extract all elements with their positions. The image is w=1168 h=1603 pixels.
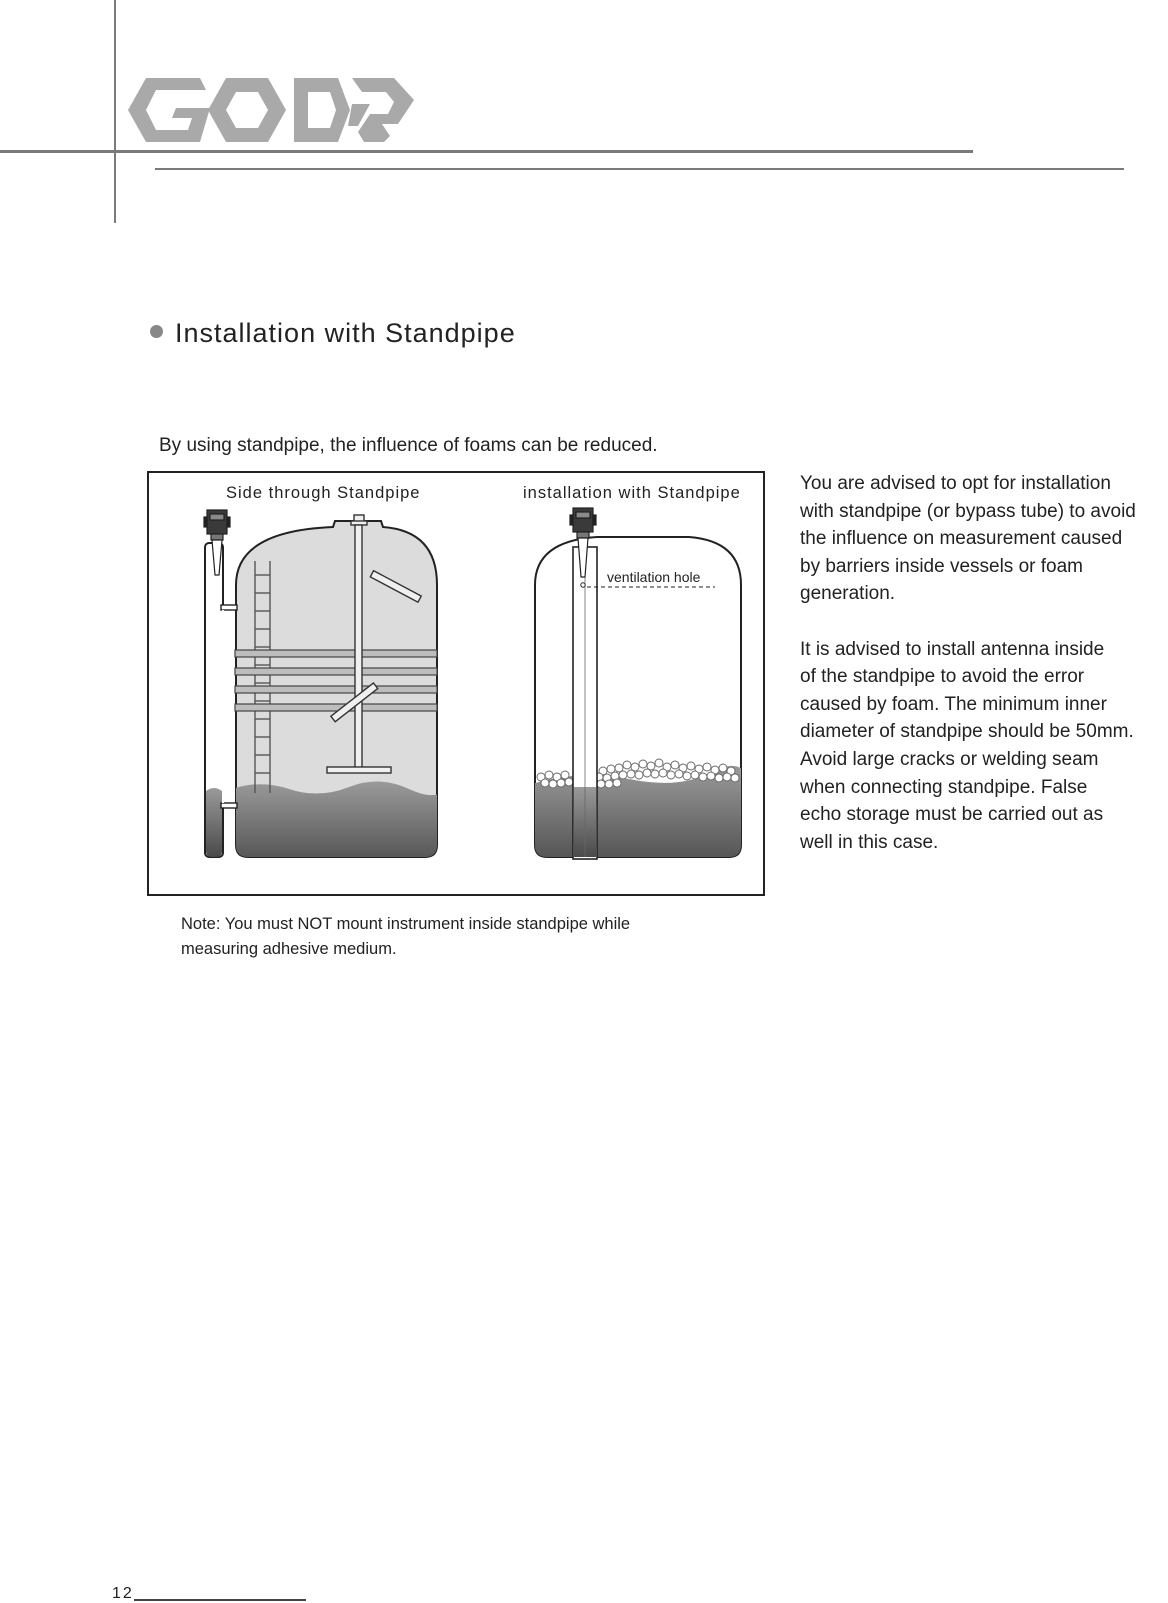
page-number: 12: [112, 1585, 134, 1602]
header-vertical-rule: [114, 0, 116, 223]
side-paragraph-2: It is advised to install antenna inside of the standpipe to avoid the error caused by foam. The minimum inner diameter of standpipe should be 50mm. Avoid large cracks or welding seam when connecting standpipe. False echo storage must be carried out as well in this case.: [800, 638, 1134, 853]
footer-rule: [134, 1599, 306, 1601]
label-installation-with-standpipe: installation with Standpipe: [523, 484, 741, 502]
left-tank: [204, 510, 449, 873]
tank-diagrams: [149, 473, 763, 894]
ventilation-hole-label: ventilation hole: [607, 569, 701, 585]
bullet-dot: [150, 325, 163, 338]
header-rule-top: [0, 150, 973, 153]
section-title-text: Installation with Standpipe: [175, 318, 516, 348]
installation-figure: [147, 471, 765, 896]
right-tank: [529, 508, 749, 873]
side-paragraph-1: You are advised to opt for installation with standpipe (or bypass tube) to avoid the influence on measurement caused by barriers inside vessels or foam generation.: [800, 473, 1136, 605]
header-rule-bottom: [155, 168, 1124, 170]
intro-text: By using standpipe, the influence of foams can be reduced.: [159, 435, 658, 456]
brand-logo: [126, 74, 416, 146]
label-side-through-standpipe: Side through Standpipe: [226, 484, 421, 502]
note-text: Note: You must NOT mount instrument inside standpipe while measuring adhesive medium.: [181, 915, 631, 958]
side-explanation: [800, 470, 1166, 884]
section-title: [150, 318, 516, 349]
